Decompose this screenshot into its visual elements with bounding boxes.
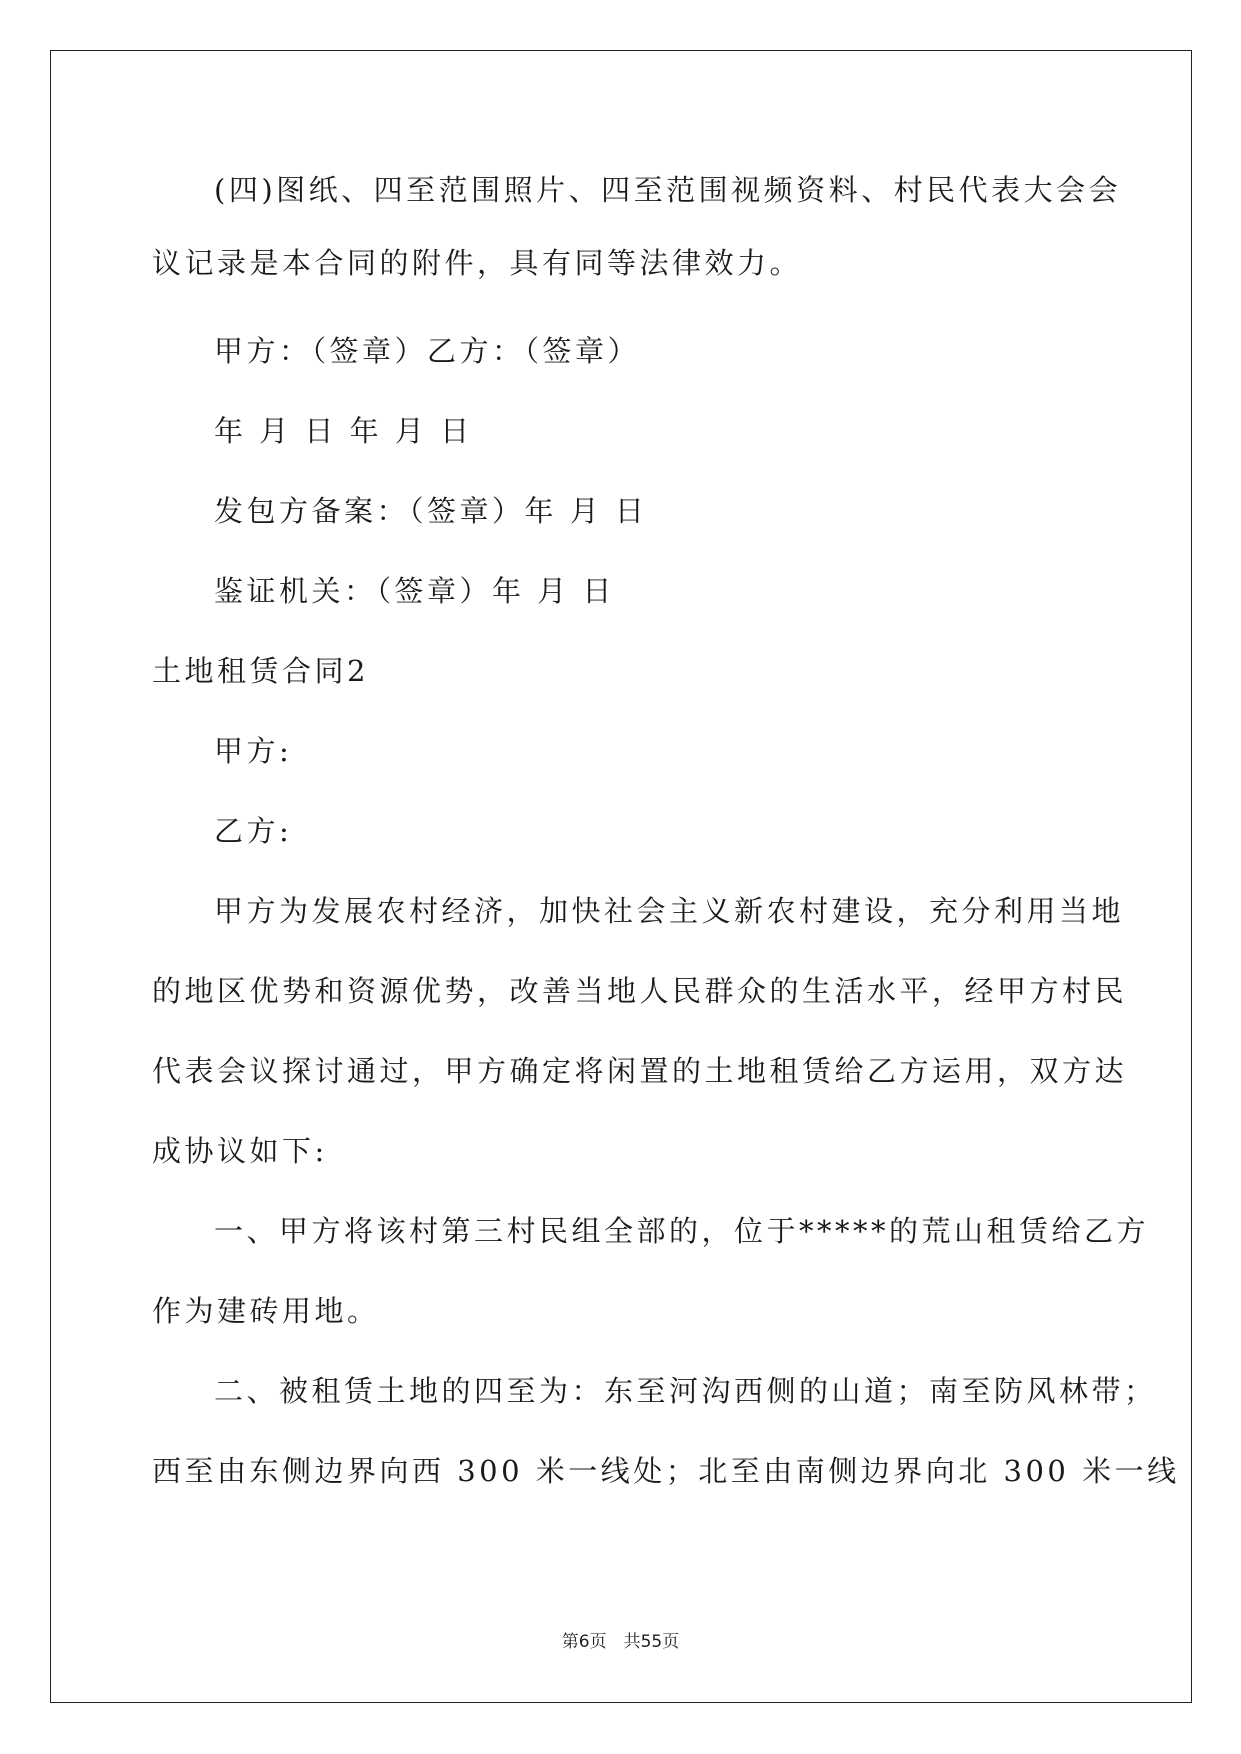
party-a-line: 甲方: [214, 734, 293, 768]
signature-line-parties: 甲方：（签章）乙方：（签章） [214, 334, 641, 368]
party-b-line: 乙方: [214, 814, 293, 848]
paragraph-line: 西至由东侧边界向西 300 米一线处；北至由南侧边界向北 300 米一线 [152, 1454, 1180, 1488]
paragraph-line: 代表会议探讨通过，甲方确定将闲置的土地租赁给乙方运用，双方达 [152, 1054, 1128, 1088]
date-line: 年 月 日 年 月 日 [214, 414, 473, 448]
paragraph-line: 一、甲方将该村第三村民组全部的，位于*****的荒山租赁给乙方 [214, 1214, 1150, 1248]
paragraph-line: 议记录是本合同的附件，具有同等法律效力。 [152, 246, 803, 280]
authentication-line: 鉴证机关：（签章）年 月 日 [214, 574, 615, 608]
paragraph-line: 甲方为发展农村经济，加快社会主义新农村建设，充分利用当地 [214, 894, 1125, 928]
paragraph-line: 成协议如下: [152, 1134, 328, 1168]
paragraph-line: 的地区优势和资源优势，改善当地人民群众的生活水平，经甲方村民 [152, 974, 1128, 1008]
filing-line: 发包方备案：（签章）年 月 日 [214, 494, 648, 528]
paragraph-line: (四)图纸、四至范围照片、四至范围视频资料、村民代表大会会 [214, 173, 1122, 207]
paragraph-line: 二、被租赁土地的四至为：东至河沟西侧的山道；南至防风林带； [214, 1374, 1157, 1408]
section-title: 土地租赁合同2 [152, 654, 369, 688]
paragraph-line: 作为建砖用地。 [152, 1294, 380, 1328]
page-footer: 第6页 共55页 [561, 1632, 680, 1652]
